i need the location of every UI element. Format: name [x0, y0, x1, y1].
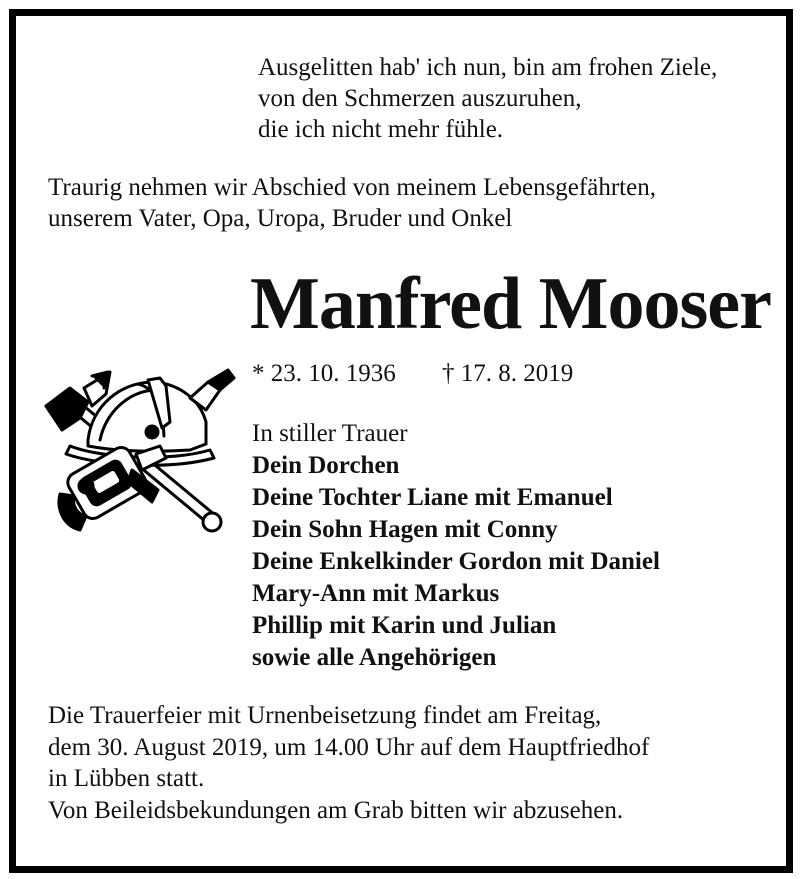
mourners-list: [252, 418, 660, 674]
notice-line: Die Trauerfeier mit Urnenbeisetzung findet am Freitag,: [48, 702, 602, 729]
mourner-name: Dein Dorchen: [252, 452, 400, 479]
deceased-name: Manfred Mooser: [250, 263, 771, 345]
notice-line: Von Beileidsbekundungen am Grab bitten wir abzusehen.: [48, 796, 624, 824]
poem-line: die ich nicht mehr fühle.: [258, 116, 504, 143]
poem: [258, 52, 717, 145]
intro-text: [48, 172, 656, 234]
notice-line: dem 30. August 2019, um 14.00 Uhr auf dem Hauptfriedhof: [48, 733, 650, 761]
birth-date: * 23. 10. 1936: [252, 360, 396, 387]
intro-line: Traurig nehmen wir Abschied von meinem Lebensgefährten,: [48, 174, 656, 201]
life-dates: [252, 358, 573, 390]
mourner-name: Dein Sohn Hagen mit Conny: [252, 516, 558, 543]
intro-line: unserem Vater, Opa, Uropa, Bruder und Onkel: [48, 205, 513, 232]
mourner-name: Deine Tochter Liane mit Emanuel: [252, 484, 613, 511]
mourner-name: sowie alle Angehörigen: [252, 644, 497, 671]
notice-line: in Lübben statt.: [48, 765, 205, 792]
mourner-name: Mary-Ann mit Markus: [252, 580, 500, 607]
death-date: † 17. 8. 2019: [442, 360, 574, 387]
poem-line: Ausgelitten hab' ich nun, bin am frohen Ziele,: [258, 54, 718, 81]
mourners-heading: In stiller Trauer: [252, 420, 408, 447]
funeral-notice: [48, 700, 649, 826]
firefighter-helmet-axe-emblem-icon: [40, 366, 240, 542]
poem-line: von den Schmerzen auszuruhen,: [258, 85, 582, 112]
mourner-name: Phillip mit Karin und Julian: [252, 612, 557, 639]
mourner-name: Deine Enkelkinder Gordon mit Daniel: [252, 548, 660, 575]
